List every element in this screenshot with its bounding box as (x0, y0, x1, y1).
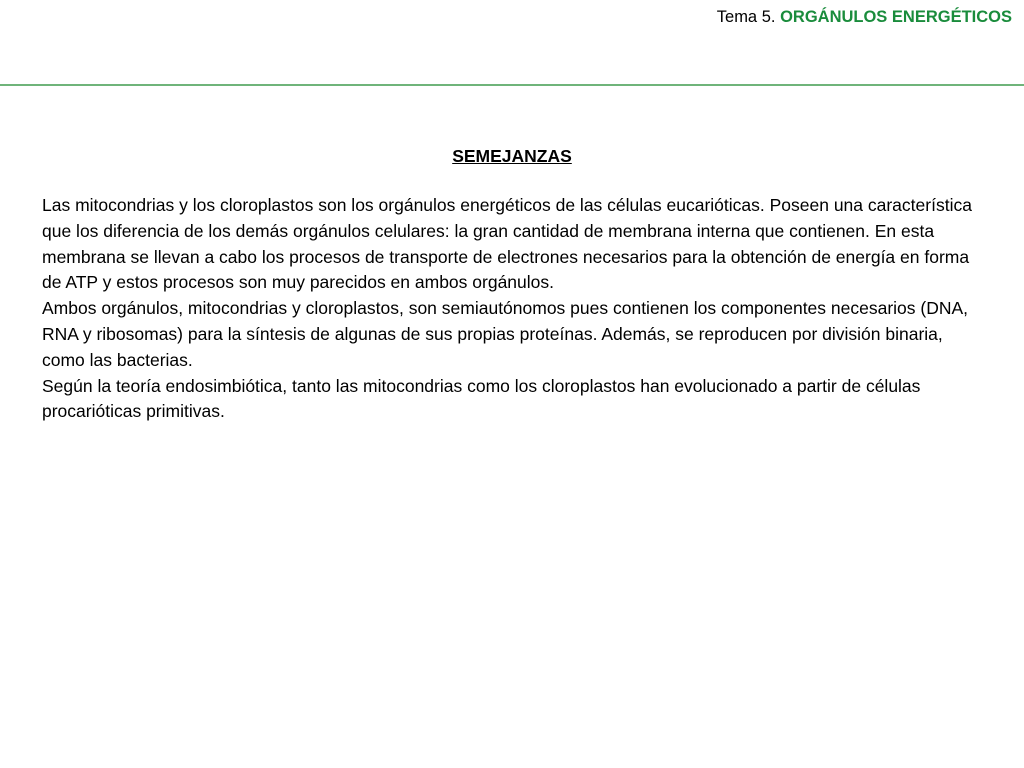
header-title: ORGÁNULOS ENERGÉTICOS (780, 8, 1012, 26)
paragraph: Ambos orgánulos, mitocondrias y cloroplastos, son semiautónomos pues contienen los componentes necesarios (DNA, RNA y ribosomas) para la síntesis de algunas de sus propias proteínas. Además, se reproducen por división binaria, como las bacterias. (42, 298, 969, 370)
header-prefix: Tema 5. (716, 8, 776, 26)
slide-header (717, 8, 1012, 27)
paragraph: Según la teoría endosimbiótica, tanto las mitocondrias como los cloroplastos han evolucionado a partir de células procarióticas primitivas. (42, 375, 921, 422)
header-divider (0, 84, 1024, 86)
body-text (42, 193, 987, 425)
section-heading: SEMEJANZAS (452, 146, 572, 166)
paragraph: Las mitocondrias y los cloroplastos son los orgánulos energéticos de las células eucarióticas. Poseen una característica que los diferencia de los demás orgánulos celulares: la gran cantidad de membrana interna que contienen. En esta membrana se llevan a cabo los procesos de transporte de electrones necesarios para la obtención de energía en forma de ATP y estos procesos son muy parecidos en ambos orgánulos. (42, 195, 972, 293)
